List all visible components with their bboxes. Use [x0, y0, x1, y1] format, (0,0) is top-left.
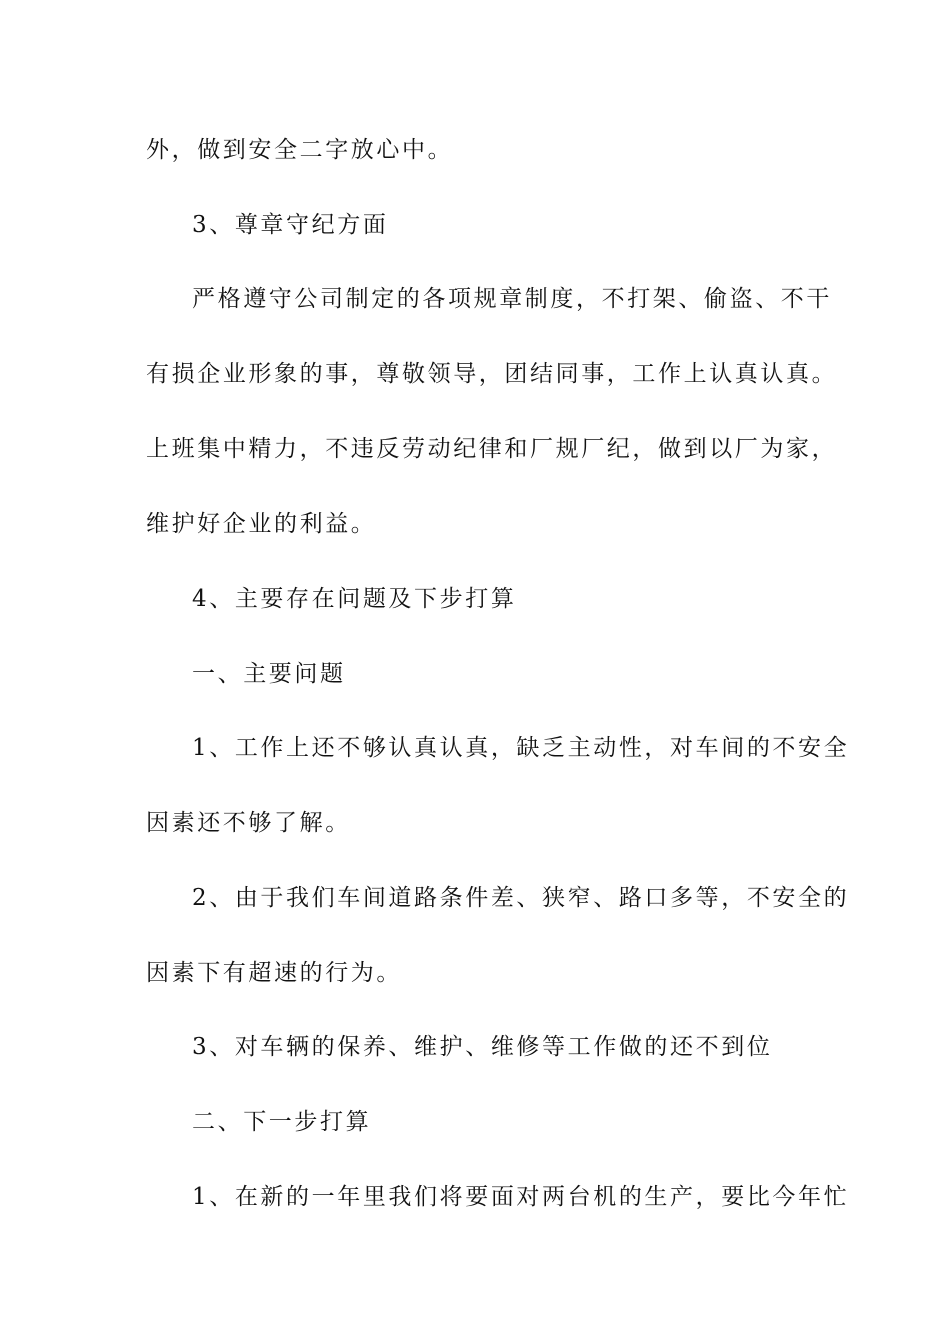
subheading-next-plans: 二、下一步打算 [192, 1109, 372, 1135]
paragraph-line-9: 1、工作上还不够认真认真，缺乏主动性，对车间的不安全 [192, 735, 850, 761]
subheading-main-problems: 一、主要问题 [192, 661, 346, 687]
paragraph-line-3: 严格遵守公司制定的各项规章制度，不打架、偷盗、不干 [192, 286, 832, 312]
section-heading-problems-plans: 4、主要存在问题及下步打算 [192, 586, 517, 612]
section-heading-discipline: 3、尊章守纪方面 [192, 212, 389, 238]
paragraph-line-15: 1、在新的一年里我们将要面对两台机的生产，要比今年忙 [192, 1184, 850, 1210]
paragraph-line-4: 有损企业形象的事，尊敬领导，团结同事，工作上认真认真。 [146, 361, 838, 387]
paragraph-line-13: 3、对车辆的保养、维护、维修等工作做的还不到位 [192, 1034, 773, 1060]
paragraph-line-1: 外，做到安全二字放心中。 [146, 137, 454, 163]
paragraph-line-11: 2、由于我们车间道路条件差、狭窄、路口多等，不安全的 [192, 885, 850, 911]
paragraph-line-10: 因素还不够了解。 [146, 810, 351, 836]
paragraph-line-6: 维护好企业的利益。 [146, 511, 377, 537]
paragraph-line-5: 上班集中精力，不违反劳动纪律和厂规厂纪，做到以厂为家， [146, 436, 838, 462]
paragraph-line-12: 因素下有超速的行为。 [146, 960, 402, 986]
